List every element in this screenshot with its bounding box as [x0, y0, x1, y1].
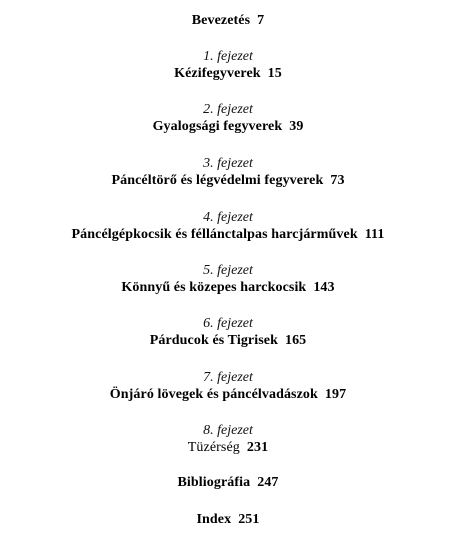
entry-title: Önjáró lövegek és páncélvadászok 197 [109, 387, 347, 402]
entry-title: Párducok és Tigrisek 165 [149, 333, 307, 348]
page-number: 7 [257, 13, 265, 28]
entry-title: Tüzérség 231 [187, 440, 269, 455]
toc-entry-chapter-3 [0, 156, 456, 189]
toc-entry-chapter-7 [0, 370, 456, 403]
toc-entry-intro [0, 12, 456, 29]
toc-entry-chapter-1 [0, 49, 456, 82]
chapter-label: 2. fejezet [203, 102, 253, 117]
page-number: 251 [238, 512, 260, 527]
entry-title: Gyalogsági fegyverek 39 [152, 119, 304, 134]
entry-title: Páncéltörő és légvédelmi fegyverek 73 [111, 173, 345, 188]
entry-title: Páncélgépkocsik és féllánctalpas harcjárművek 111 [71, 227, 385, 242]
toc-entry-chapter-8 [0, 423, 456, 456]
entry-title: Bevezetés 7 [191, 13, 265, 28]
chapter-label: 7. fejezet [203, 370, 253, 385]
page-number: 165 [284, 333, 307, 348]
toc-entry-chapter-2 [0, 102, 456, 135]
entry-title: Index 251 [196, 512, 260, 527]
chapter-label: 8. fejezet [203, 423, 253, 438]
page-number: 143 [313, 280, 335, 295]
toc-entry-chapter-5 [0, 263, 456, 296]
chapter-label: 3. fejezet [203, 156, 253, 171]
chapter-label: 1. fejezet [203, 49, 253, 64]
page-number: 197 [324, 387, 347, 402]
entry-title: Bibliográfia 247 [177, 475, 279, 490]
page-number: 15 [267, 66, 282, 81]
toc-entry-chapter-4 [0, 210, 456, 243]
chapter-label: 5. fejezet [203, 263, 253, 278]
toc-entry-index [0, 511, 456, 528]
page-number: 73 [330, 173, 345, 188]
page-number: 111 [364, 227, 385, 242]
entry-title: Könnyű és közepes harckocsik 143 [121, 280, 335, 295]
toc-entry-bibliography [0, 474, 456, 491]
chapter-label: 6. fejezet [203, 316, 253, 331]
entry-title: Kézifegyverek 15 [174, 66, 282, 81]
chapter-label: 4. fejezet [203, 210, 253, 225]
toc-entry-chapter-6 [0, 316, 456, 349]
page-number: 231 [246, 440, 269, 455]
page-number: 247 [257, 475, 279, 490]
page-number: 39 [289, 119, 304, 134]
